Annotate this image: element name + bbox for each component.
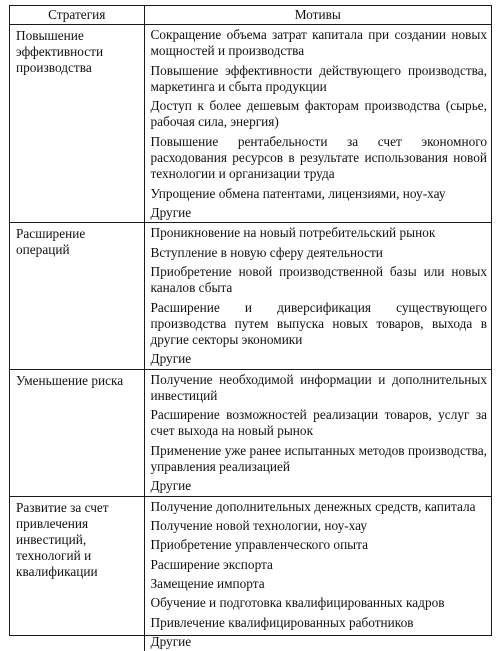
motive-item: Повышение эффективности действующего производства, маркетинга и сбыта продукции [150,62,487,94]
table-header-row [10,6,491,25]
motives-cell [144,25,491,223]
motive-item: Другие [150,351,192,367]
motive-item: Другие [150,204,192,220]
motive-item: Другие [150,634,192,650]
strategy-cell: Расширение операций [10,223,144,369]
motive-item: Повышение рентабельности за счет экономного расходования ресурсов в результате использования новой технологии и организации труда [150,133,487,182]
strategy-cell: Уменьшение риска [10,369,144,496]
strategy-cell: Повышение эффективности производства [10,25,144,223]
motive-item: Применение уже ранее испытанных методов производства, управления реализацией [150,442,487,474]
motive-item: Доступ к более дешевым факторам производства (сырье, рабочая сила, энергия) [150,98,487,130]
motive-item: Другие [150,478,192,494]
table-row [10,25,491,223]
table-row [10,496,491,651]
motive-item: Расширение возможностей реализации товаров, услуг за счет выхода на новый рынок [150,407,487,439]
motive-item: Вступление в новую сферу деятельности [150,244,383,260]
motive-item: Получение необходимой информации и дополнительных инвестиций [150,371,487,403]
motive-item: Расширение и диверсификация существующего производства путем выпуска новых товаров, выхода в другие секторы экономики [150,299,487,347]
motives-cell [144,496,491,651]
motive-item: Получение новой технологии, ноу-хау [150,517,368,533]
strategy-motives-table-frame [9,5,492,650]
column-header-strategy: Стратегия [10,6,144,25]
strategy-motives-table [10,6,491,651]
motives-cell [144,223,491,369]
motive-item: Замещение импорта [150,576,265,592]
strategy-cell: Развитие за счет привлечения инвестиций, технологий и квалификации [10,496,144,651]
motive-item: Приобретение новой производственной базы или новых каналов сбыта [150,263,487,296]
motive-item: Получение дополнительных денежных средств, капитала [150,498,476,514]
motive-item: Проникновение на новый потребительский рынок [150,225,436,241]
table-row [10,223,491,369]
motives-cell [144,369,491,496]
motive-item: Приобретение управленческого опыта [150,537,368,553]
motive-item: Привлечение квалифицированных работников [150,614,414,630]
motive-item: Упрощение обмена патентами, лицензиями, ноу-хау [150,185,446,201]
table-row [10,369,491,496]
motive-item: Обучение и подготовка квалифицированных кадров [150,595,445,611]
motive-item: Сокращение объема затрат капитала при создании новых мощностей и производства [150,27,487,59]
motive-item: Расширение экспорта [150,556,273,572]
column-header-motives: Мотивы [144,6,491,25]
